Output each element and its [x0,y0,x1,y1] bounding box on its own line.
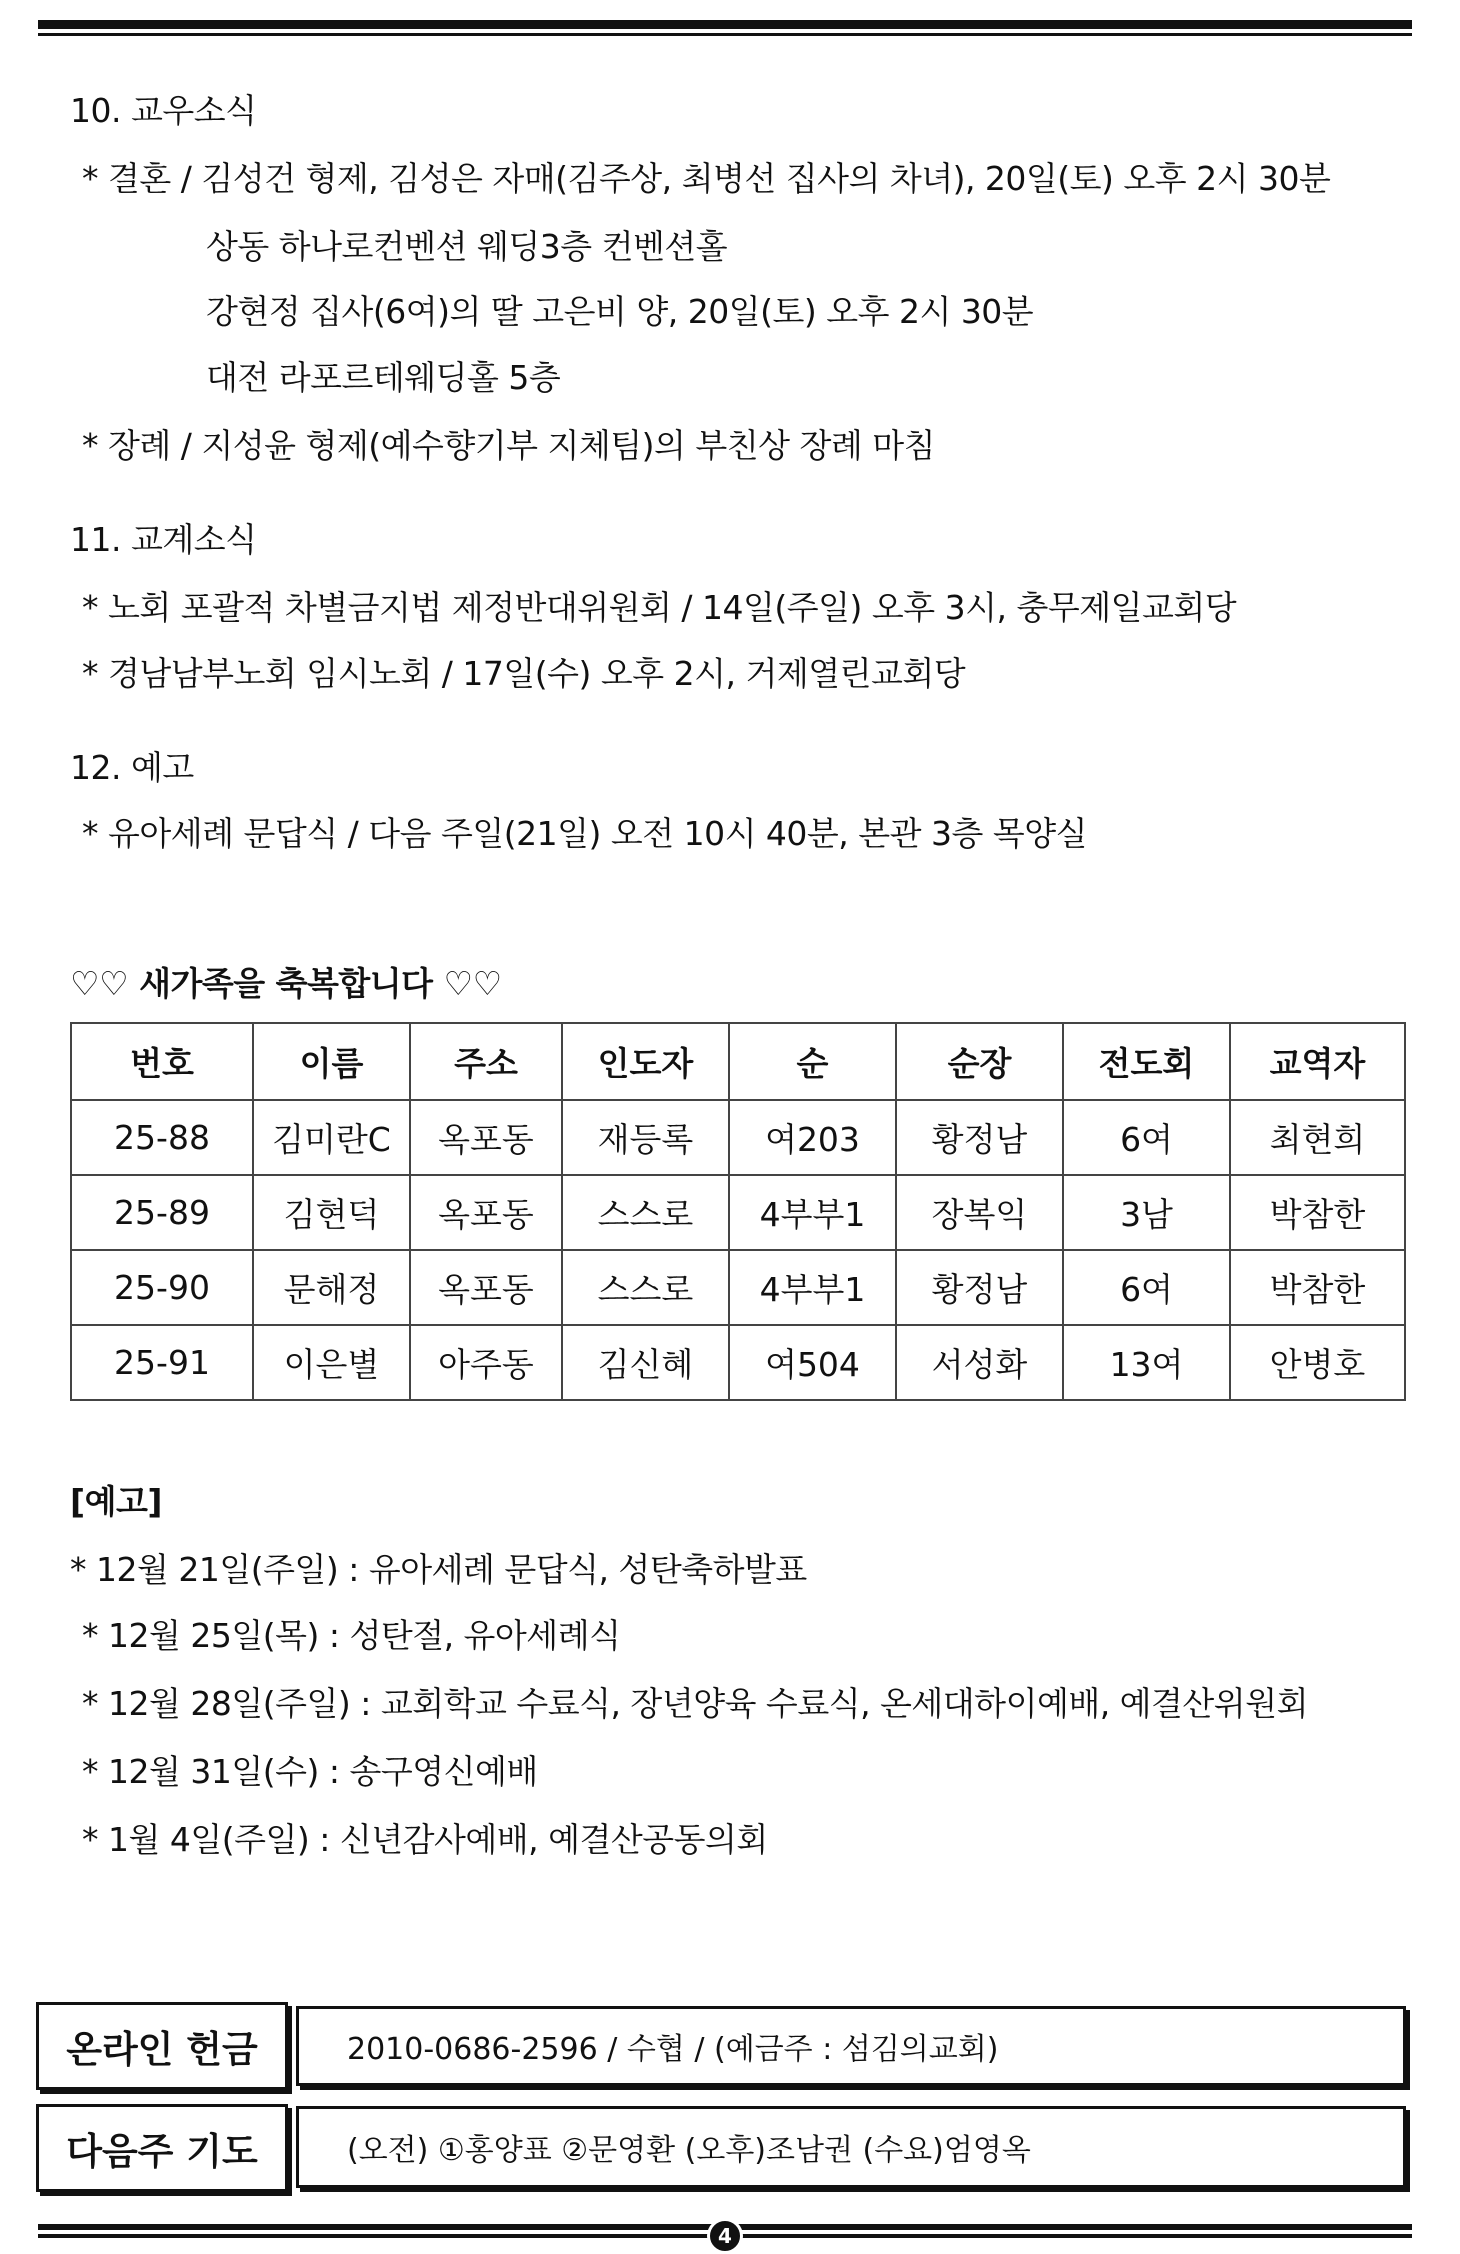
section10-line: * 장례 / 지성윤 형제(예수향기부 지체팀)의 부친상 장례 마침 [82,426,935,465]
table-cell: 황정남 [896,1100,1063,1175]
online-offering-label: 온라인 헌금 [36,2002,288,2090]
next-week-prayer-label: 다음주 기도 [36,2104,288,2192]
table-cell: 장복익 [896,1175,1063,1250]
table-cell: 안병호 [1230,1325,1405,1400]
table-cell: 여504 [729,1325,896,1400]
table-cell: 서성화 [896,1325,1063,1400]
table-cell: 옥포동 [410,1250,562,1325]
table-cell: 25-90 [71,1250,253,1325]
section12-title: 12. 예고 [70,748,194,787]
table-cell: 스스로 [562,1175,729,1250]
table-cell: 이은별 [253,1325,410,1400]
section11-line: * 경남남부노회 임시노회 / 17일(수) 오후 2시, 거제열린교회당 [82,654,966,693]
table-cell: 옥포동 [410,1175,562,1250]
next-week-prayer-value: (오전) ①홍양표 ②문영환 (오후)조남권 (수요)엄영옥 [296,2106,1406,2188]
section11-title: 11. 교계소식 [70,520,257,559]
column-header: 주소 [410,1023,562,1100]
table-cell: 김현덕 [253,1175,410,1250]
table-cell: 4부부1 [729,1250,896,1325]
table-row [71,1175,1405,1250]
section12-line: * 유아세례 문답식 / 다음 주일(21일) 오전 10시 40분, 본관 3층 목양실 [82,814,1088,853]
table-cell: 25-91 [71,1325,253,1400]
table-row [71,1250,1405,1325]
section10-line: 상동 하나로컨벤션 웨딩3층 컨벤션홀 [206,227,728,266]
notice-line: * 1월 4일(주일) : 신년감사예배, 예결산공동의회 [82,1820,768,1859]
section10-line: * 결혼 / 김성건 형제, 김성은 자매(김주상, 최병선 집사의 차녀), 20일(토) 오후 2시 30분 [82,159,1331,198]
column-header: 이름 [253,1023,410,1100]
table-cell: 25-88 [71,1100,253,1175]
page-number: 4 [707,2218,743,2254]
table-cell: 김신혜 [562,1325,729,1400]
notice-line: * 12월 28일(주일) : 교회학교 수료식, 장년양육 수료식, 온세대하이예배, 예결산위원회 [82,1684,1308,1723]
table-cell: 여203 [729,1100,896,1175]
table-cell: 황정남 [896,1250,1063,1325]
section10-line: 대전 라포르테웨딩홀 5층 [206,358,561,397]
section11-line: * 노회 포괄적 차별금지법 제정반대위원회 / 14일(주일) 오후 3시, 충무제일교회당 [82,588,1237,627]
column-header: 인도자 [562,1023,729,1100]
table-cell: 박참한 [1230,1175,1405,1250]
table-cell: 25-89 [71,1175,253,1250]
notice-line: * 12월 31일(수) : 송구영신예배 [82,1752,538,1791]
table-cell: 13여 [1063,1325,1230,1400]
column-header: 교역자 [1230,1023,1405,1100]
table-cell: 4부부1 [729,1175,896,1250]
section10-title: 10. 교우소식 [70,91,257,130]
top-rule [38,20,1412,36]
column-header: 전도회 [1063,1023,1230,1100]
newfamily-heading: ♡♡ 새가족을 축복합니다 ♡♡ [70,964,502,1003]
table-cell: 최현희 [1230,1100,1405,1175]
table-cell: 3남 [1063,1175,1230,1250]
notice-line: * 12월 21일(주일) : 유아세례 문답식, 성탄축하발표 [70,1550,807,1589]
table-header-row [71,1023,1405,1100]
table-cell: 재등록 [562,1100,729,1175]
online-offering-value: 2010-0686-2596 / 수협 / (예금주 : 섬김의교회) [296,2006,1406,2086]
table-cell: 김미란C [253,1100,410,1175]
table-cell: 문해정 [253,1250,410,1325]
column-header: 번호 [71,1023,253,1100]
table-cell: 박참한 [1230,1250,1405,1325]
table-row [71,1325,1405,1400]
table-cell: 6여 [1063,1250,1230,1325]
table-row [71,1100,1405,1175]
notice-line: * 12월 25일(목) : 성탄절, 유아세례식 [82,1616,621,1655]
column-header: 순장 [896,1023,1063,1100]
notice-heading: [예고] [70,1482,162,1521]
section10-line: 강현정 집사(6여)의 딸 고은비 양, 20일(토) 오후 2시 30분 [206,292,1034,331]
newfamily-table [70,1022,1406,1401]
column-header: 순 [729,1023,896,1100]
table-cell: 옥포동 [410,1100,562,1175]
table-cell: 아주동 [410,1325,562,1400]
table-cell: 스스로 [562,1250,729,1325]
table-cell: 6여 [1063,1100,1230,1175]
